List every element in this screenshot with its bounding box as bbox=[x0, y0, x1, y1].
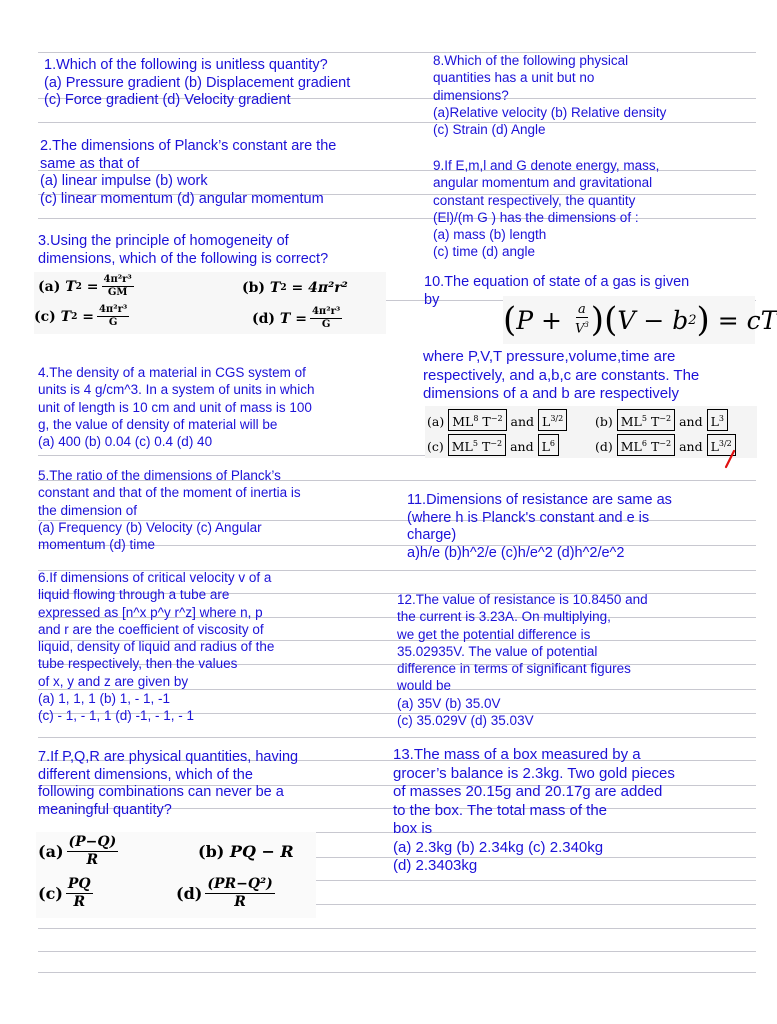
question-line: (a) 35V (b) 35.0V bbox=[397, 695, 501, 711]
question-line: 12.The value of resistance is 10.8450 and bbox=[397, 592, 648, 607]
question-line: would be bbox=[397, 678, 452, 694]
question-line: (a) Pressure gradient (b) Displacement gradient bbox=[44, 74, 351, 91]
question-line: 8.Which of the following physical bbox=[433, 53, 629, 68]
question-line: 13.The mass of a box measured by a bbox=[393, 746, 641, 763]
question-line: and r are the coefficient of viscosity of bbox=[38, 621, 264, 637]
question-5 bbox=[38, 467, 301, 553]
q7-option-a: (a) $\frac{(P-Q)}{R}$ bbox=[38, 834, 117, 868]
q10-option-b: (b) $ML^5$ $T^{-2}$ and $L^3$ bbox=[595, 409, 728, 431]
rule-line bbox=[38, 737, 756, 738]
question-line: same as that of bbox=[40, 155, 140, 172]
question-line: (a) mass (b) length bbox=[433, 227, 547, 243]
question-line: liquid flowing through a tube are bbox=[38, 587, 230, 603]
question-line: (a) linear impulse (b) work bbox=[40, 173, 208, 189]
question-line: 7.If P,Q,R are physical quantities, having bbox=[38, 749, 299, 765]
question-line: (where h is Planck's constant and e is bbox=[407, 509, 650, 526]
question-line: where P,V,T pressure,volume,time are bbox=[423, 348, 676, 365]
question-line: (a)Relative velocity (b) Relative density bbox=[433, 104, 667, 120]
question-line: grocer’s balance is 2.3kg. Two gold pieces bbox=[393, 764, 675, 782]
question-line: 1.Which of the following is unitless quantity? bbox=[44, 57, 328, 73]
question-line: units is 4 g/cm^3. In a system of units in which bbox=[38, 382, 315, 398]
question-line: unit of length is 10 cm and unit of mass is 100 bbox=[38, 399, 312, 415]
red-tick-mark bbox=[724, 450, 736, 468]
question-line: constant respectively, the quantity bbox=[433, 192, 636, 208]
question-line: 10.The equation of state of a gas is given bbox=[424, 274, 690, 290]
question-line: 6.If dimensions of critical velocity v of a bbox=[38, 570, 272, 585]
question-line: (c) - 1, - 1, 1 (d) -1, - 1, - 1 bbox=[38, 708, 195, 724]
question-9 bbox=[433, 157, 659, 261]
question-3 bbox=[38, 233, 328, 268]
question-line: 5.The ratio of the dimensions of Planck’s bbox=[38, 468, 281, 483]
rule-line bbox=[38, 972, 756, 973]
q7-options-image bbox=[36, 832, 316, 918]
question-6 bbox=[38, 569, 274, 725]
question-line: dimensions? bbox=[433, 87, 509, 103]
rule-line bbox=[38, 951, 756, 952]
q3-option-a: (a) T 2 = $\frac{\text{4π²r³}}{GM}$ bbox=[38, 274, 132, 298]
question-4 bbox=[38, 364, 314, 450]
question-line: angular momentum and gravitational bbox=[433, 175, 653, 191]
question-line: (a) 2.3kg (b) 2.34kg (c) 2.340kg bbox=[393, 838, 604, 856]
question-line: of x, y and z are given by bbox=[38, 673, 189, 689]
q7-option-d: (d) $\frac{\text{(PR−Q²)}}{R}$ bbox=[176, 876, 273, 910]
question-line: (d) 2.3403kg bbox=[393, 857, 478, 874]
question-line: (a) Frequency (b) Velocity (c) Angular bbox=[38, 519, 262, 535]
question-line: box is bbox=[393, 820, 433, 837]
question-line: (c) time (d) angle bbox=[433, 244, 536, 260]
question-line: 3.Using the principle of homogeneity of bbox=[38, 233, 289, 249]
q3-option-c: (c) T 2 = $\frac{\text{4π²r³}}{G}$ bbox=[34, 304, 128, 328]
question-1 bbox=[44, 57, 350, 110]
question-line: dimensions, which of the following is correct? bbox=[38, 250, 329, 267]
q7-option-c: (c) $\frac{PQ}{R}$ bbox=[38, 876, 91, 910]
q3-option-b: (b) T 2 = 4π²r² bbox=[242, 280, 348, 296]
question-12 bbox=[397, 591, 648, 729]
q10-option-d: (d) $ML^6$ $T^{-2}$ and $L^{3/2}$ bbox=[595, 434, 736, 456]
question-line: constant and that of the moment of inertia is bbox=[38, 485, 301, 501]
question-line: (El)/(m G ) has the dimensions of : bbox=[433, 209, 639, 225]
question-line: 35.02935V. The value of potential bbox=[397, 643, 598, 659]
question-line: g, the value of density of material will be bbox=[38, 416, 278, 432]
question-line: difference in terms of significant figures bbox=[397, 661, 631, 677]
question-line: dimensions of a and b are respectively bbox=[423, 385, 679, 402]
question-line: following combinations can never be a bbox=[38, 784, 284, 800]
question-10-continued bbox=[423, 348, 699, 404]
question-line: respectively, and a,b,c are constants. The bbox=[423, 366, 700, 384]
question-line: charge) bbox=[407, 527, 457, 543]
question-line: of masses 20.15g and 20.17g are added bbox=[393, 783, 663, 800]
question-line: (c) Force gradient (d) Velocity gradient bbox=[44, 92, 291, 108]
question-line: 11.Dimensions of resistance are same as bbox=[407, 492, 672, 508]
question-8 bbox=[433, 52, 666, 138]
question-line: to the box. The total mass of the bbox=[393, 801, 608, 819]
question-line: quantities has a unit but no bbox=[433, 70, 595, 86]
question-line: 9.If E,m,l and G denote energy, mass, bbox=[433, 158, 660, 173]
question-line: by bbox=[424, 291, 440, 308]
q10-option-a: (a) $ML^8$ $T^{-2}$ and $L^{3/2}$ bbox=[427, 409, 567, 431]
question-line: (a) 400 (b) 0.04 (c) 0.4 (d) 40 bbox=[38, 434, 213, 450]
question-line: different dimensions, which of the bbox=[38, 766, 253, 783]
question-line: a)h/e (b)h^2/e (c)h/e^2 (d)h^2/e^2 bbox=[407, 544, 625, 561]
q10-option-c: (c) $ML^5$ $T^{-2}$ and $L^6$ bbox=[427, 434, 559, 456]
question-11 bbox=[407, 492, 672, 562]
q10-options-image bbox=[425, 406, 757, 458]
question-line: (c) linear momentum (d) angular momentum bbox=[40, 190, 324, 207]
question-line: (a) 1, 1, 1 (b) 1, - 1, -1 bbox=[38, 691, 171, 707]
question-line: (c) 35.029V (d) 35.03V bbox=[397, 713, 534, 729]
question-7 bbox=[38, 749, 298, 819]
question-line: momentum (d) time bbox=[38, 537, 156, 553]
question-2 bbox=[40, 138, 336, 208]
question-line: meaningful quantity? bbox=[38, 801, 172, 818]
question-line: the current is 3.23A. On multiplying, bbox=[397, 609, 611, 625]
q10-equation: ( P + $\frac{a}{V^3}$ ) ( V − b 2 ) = cT bbox=[503, 296, 755, 344]
rule-line bbox=[38, 928, 756, 929]
question-line: 4.The density of a material in CGS system of bbox=[38, 365, 306, 380]
question-line: we get the potential difference is bbox=[397, 626, 591, 642]
question-line: the dimension of bbox=[38, 502, 138, 518]
question-line: expressed as [n^x p^y r^z] where n, p bbox=[38, 604, 263, 620]
question-line: 2.The dimensions of Planck’s constant are the bbox=[40, 138, 337, 154]
question-line: liquid, density of liquid and radius of the bbox=[38, 639, 275, 655]
q3-option-d: (d) T = $\frac{\text{4π²r³}}{G}$ bbox=[252, 306, 341, 330]
question-13 bbox=[393, 746, 675, 876]
question-line: (c) Strain (d) Angle bbox=[433, 122, 546, 138]
q7-option-b: (b) PQ − R bbox=[198, 842, 294, 861]
q3-options-image bbox=[34, 272, 386, 334]
question-line: tube respectively, then the values bbox=[38, 656, 238, 672]
